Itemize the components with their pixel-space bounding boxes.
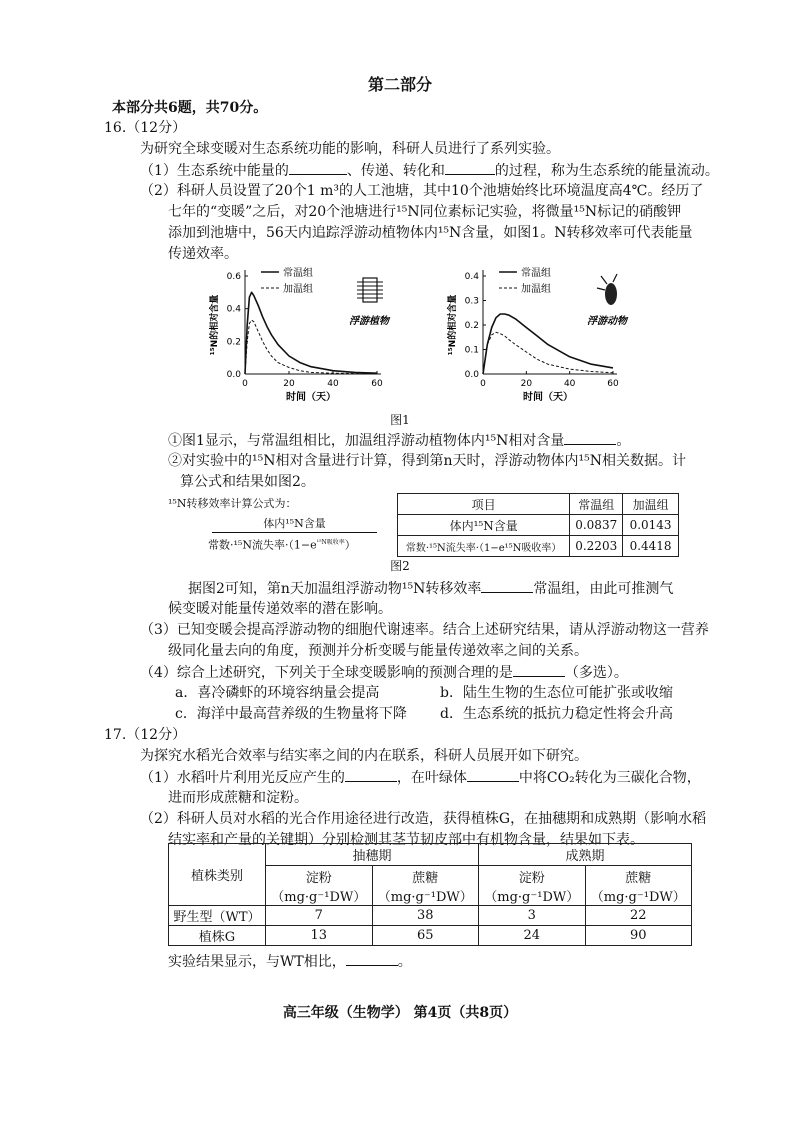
table-cell: 体内¹⁵N含量 [398, 515, 570, 536]
table-cell: 0.0837 [570, 515, 623, 536]
table-subheader-cell [585, 866, 692, 906]
icon-label: 浮游植物 [349, 316, 389, 327]
figure-2-table [397, 493, 679, 557]
x-axis-label: 时间（天） [523, 392, 573, 403]
q17-table [168, 843, 692, 946]
q16-part2-line2: 七年的“变暖”之后，对20个池塘进行¹⁵N同位素标记实验，将微量¹⁵N标记的硝酸钾 [168, 204, 682, 220]
q16-part3-line2: 级同化量去向的角度，预测并分析变暖与能量传递效率之间的关系。 [168, 643, 588, 659]
table-cell: 野生型（WT） [169, 906, 266, 926]
page-footer: 高三年级（生物学） 第4页（共8页） [282, 1005, 518, 1021]
x-tick-label: 60 [607, 379, 619, 389]
figure-2-caption: 图2 [390, 559, 410, 573]
q16-after-fig2-text-a: 据图2可知，第n天加温组浮游动物¹⁵N转移效率 [188, 581, 482, 597]
q16-part2-line3: 添加到池塘中，56天内追踪浮游动植物体内¹⁵N含量，如图1。N转移效率可代表能量 [168, 225, 693, 241]
q16-after-fig2-line2: 候变暖对能量传递效率的潜在影响。 [168, 601, 392, 617]
formula-den-end: ） [344, 538, 356, 552]
table-subheader-text: 蔗糖 [412, 870, 439, 886]
x-tick-label: 20 [520, 379, 533, 389]
q17-part1 [140, 767, 701, 788]
figure-1-caption: 图1 [390, 413, 410, 427]
q17-part2-line1: （2）科研人员对水稻的光合作用途径进行改造，获得植株G，在抽穗期和成熟期（影响水稻 [140, 811, 707, 827]
y-axis-label: ¹⁵N的相对含量 [210, 294, 220, 356]
table-cell: 0.4418 [623, 536, 679, 557]
y-tick-label: 0.6 [226, 272, 241, 282]
formula-denominator [208, 533, 356, 556]
formula-den-text: 常数·¹⁵N流失率·（1−e [208, 538, 317, 552]
y-tick-label: 0.2 [226, 337, 241, 348]
table-row [169, 906, 692, 926]
q16-after-fig2-text-b: 常温组，由此可推测气 [533, 581, 674, 597]
legend-label: 加温组 [283, 284, 313, 295]
q16-sub1-blank[interactable] [564, 430, 616, 445]
q17-result [168, 951, 412, 972]
zooplankton-icon [605, 283, 617, 305]
q17-part1-line2: 进而形成蔗糖和淀粉。 [168, 790, 308, 806]
x-axis-label: 时间（天） [286, 392, 336, 403]
table-header-cell: 常温组 [570, 494, 623, 515]
y-tick-label: 0.4 [464, 272, 479, 282]
table-subheader-cell [266, 866, 373, 906]
legend-label: 常温组 [521, 268, 551, 279]
table-cell: 3 [479, 906, 586, 926]
table-cell: 65 [372, 926, 479, 946]
q17-p1-text-c: 中将CO₂转化为三碳化合物， [518, 770, 701, 786]
q17-p1-text-b: ，在叶绿体 [396, 770, 467, 786]
formula-den-sup: ¹⁵N吸收率 [316, 539, 345, 546]
table-unit: （mg·g⁻¹DW） [377, 889, 473, 905]
q16-option-a: a．喜冷磷虾的环境容纳量会提高 [175, 685, 380, 701]
q16-p4-text-b: （多选）。 [564, 665, 628, 681]
q16-part2-line1: （2）科研人员设置了20个1 m³的人工池塘，其中10个池塘始终比环境温度高4℃。经历了 [140, 183, 704, 199]
x-tick-label: 40 [563, 379, 576, 389]
table-subheader-cell [479, 866, 586, 906]
q16-p4-text-a: （4）综合上述研究，下列关于全球变暖影响的预测合理的是 [140, 665, 513, 681]
section-title: 第二部分 [367, 75, 432, 94]
table-row [169, 926, 692, 946]
series-line [245, 292, 377, 374]
table-subheader-text: 蔗糖 [625, 870, 652, 886]
table-header-row [169, 844, 692, 866]
q16-p1-text-b: 、传递、转化和 [346, 163, 445, 179]
table-cell: 0.0143 [623, 515, 679, 536]
y-tick-label: 0.4 [226, 304, 241, 315]
formula-numerator: 体内¹⁵N含量 [263, 517, 326, 530]
q17-result-text-a: 实验结果显示，与WT相比， [168, 954, 346, 970]
q16-p1-blank-1[interactable] [289, 160, 347, 175]
table-cell: 0.2203 [570, 536, 623, 557]
q16-after-fig2-blank[interactable] [481, 578, 533, 593]
table-header-cell: 项目 [398, 494, 570, 515]
section-intro: 本部分共6题，共70分。 [112, 100, 268, 116]
q17-header: 17.（12分） [104, 727, 187, 743]
table-cell: 22 [585, 906, 692, 926]
table-cell: 90 [585, 926, 692, 946]
table-header-row [398, 494, 679, 515]
q16-option-b: b．陆生生物的生态位可能扩张或收缩 [440, 685, 673, 701]
q16-sub2-line2: 算公式和结果如图2。 [180, 474, 315, 490]
table-header-cell: 植株类别 [169, 844, 266, 906]
q16-option-d: d．生态系统的抵抗力稳定性将会升高 [440, 706, 673, 722]
q16-after-fig2-line1 [188, 578, 673, 599]
q16-option-c: c．海洋中最高营养级的生物量将下降 [175, 706, 407, 722]
table-header-cell: 抽穗期 [266, 844, 479, 866]
q16-p1-blank-2[interactable] [445, 160, 495, 175]
y-axis-label: ¹⁵N的相对含量 [448, 294, 458, 356]
q16-part4 [140, 662, 628, 683]
table-header-cell: 成熟期 [479, 844, 692, 866]
table-subheader-cell [372, 866, 479, 906]
table-cell: 13 [266, 926, 373, 946]
table-cell: 24 [479, 926, 586, 946]
q17-intro: 为探究水稻光合效率与结实率之间的内在联系，科研人员展开如下研究。 [140, 748, 588, 764]
table-cell: 常数·¹⁵N流失率·（1−e¹⁵N吸收率） [398, 536, 570, 557]
q16-p1-text-c: 的过程，称为生态系统的能量流动。 [494, 163, 719, 179]
x-tick-label: 0 [480, 379, 486, 389]
q16-intro: 为研究全球变暖对生态系统功能的影响，科研人员进行了系列实验。 [140, 141, 560, 157]
table-subheader-text: 淀粉 [305, 870, 332, 886]
q17-part2-line2: 结实率和产量的关键期）分别检测其茎节韧皮部中有机物含量，结果如下表。 [168, 832, 644, 848]
table-cell: 38 [372, 906, 479, 926]
chart-zooplankton [446, 266, 629, 403]
series-line [483, 332, 613, 374]
table-row [398, 536, 679, 557]
chart-phytoplankton [208, 266, 391, 403]
table-cell: 7 [266, 906, 373, 926]
formula-label: ¹⁵N转移效率计算公式为： [168, 497, 297, 510]
y-tick-label: 0.3 [464, 296, 479, 307]
legend-label: 加温组 [521, 284, 551, 295]
x-tick-label: 40 [327, 379, 339, 389]
table-unit: （mg·g⁻¹DW） [271, 889, 367, 905]
y-tick-label: 0.1 [464, 345, 479, 356]
q16-sub1 [168, 430, 630, 451]
y-tick-label: 0.0 [226, 370, 241, 380]
q16-p4-blank[interactable] [513, 662, 565, 677]
q16-sub2-line1: ②对实验中的¹⁵N相对含量进行计算，得到第n天时，浮游动物体内¹⁵N相关数据。计 [168, 453, 686, 469]
y-tick-label: 0.0 [464, 370, 479, 380]
table-unit: （mg·g⁻¹DW） [590, 889, 686, 905]
q17-p1-blank-1[interactable] [345, 767, 397, 782]
q17-result-text-b: 。 [397, 954, 412, 970]
q16-part1 [140, 160, 719, 181]
q16-part2-line4: 传递效率。 [168, 246, 238, 262]
legend-label: 常温组 [283, 268, 313, 279]
table-subheader-text: 淀粉 [518, 870, 545, 886]
q17-p1-blank-2[interactable] [467, 767, 519, 782]
table-unit: （mg·g⁻¹DW） [484, 889, 580, 905]
q16-p1-text-a: （1）生态系统中能量的 [140, 163, 289, 179]
figure-1 [195, 262, 635, 412]
q16-sub1-text-b: 。 [616, 433, 631, 449]
q16-sub1-text-a: ①图1显示，与常温组相比，加温组浮游动植物体内¹⁵N相对含量 [168, 433, 565, 449]
q17-p1-text-a: （1）水稻叶片利用光反应产生的 [140, 770, 345, 786]
q16-part3-line1: （3）已知变暖会提高浮游动物的细胞代谢速率。结合上述研究结果，请从浮游动物这一营养 [140, 622, 709, 638]
x-tick-label: 0 [242, 379, 248, 389]
q17-result-blank[interactable] [346, 951, 398, 966]
icon-label: 浮游动物 [587, 316, 627, 327]
table-header-cell: 加温组 [623, 494, 679, 515]
x-tick-label: 60 [371, 379, 383, 389]
x-tick-label: 20 [283, 379, 295, 389]
table-cell: 植株G [169, 926, 266, 946]
table-row [398, 515, 679, 536]
q16-header: 16.（12分） [104, 120, 187, 136]
y-tick-label: 0.2 [464, 321, 479, 331]
